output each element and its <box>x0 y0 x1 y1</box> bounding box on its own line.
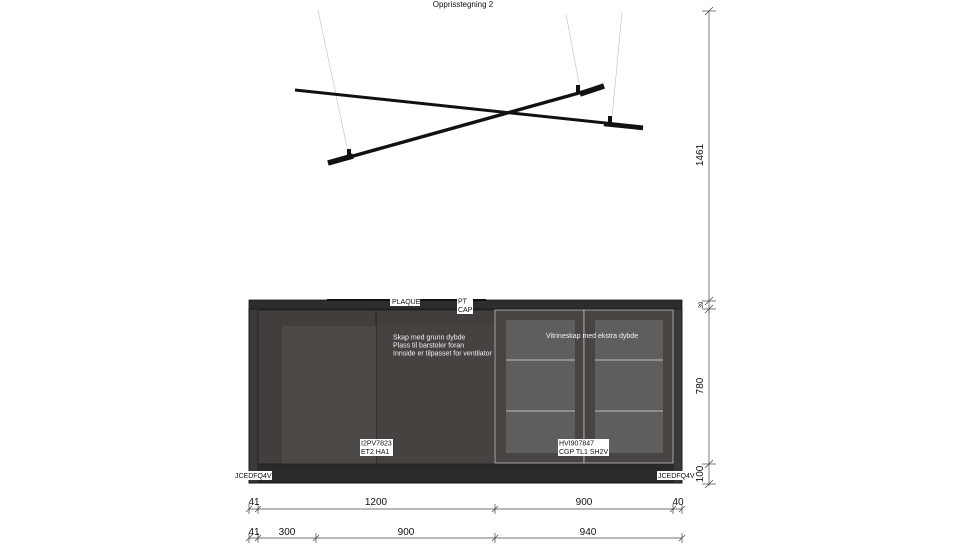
svg-text:CAP: CAP <box>458 307 473 314</box>
tag-pt-cap <box>457 297 473 314</box>
note-right-1: Vitrineskap med ekstra dybde <box>546 333 639 340</box>
plinth <box>258 464 673 483</box>
dim-vertical-mid: 780 <box>695 377 706 395</box>
dim-vertical-small: 39 <box>699 301 705 309</box>
dim-row1-2: 900 <box>575 497 593 508</box>
svg-text:JCEDFQ4V: JCEDFQ4V <box>235 473 272 480</box>
dim-vertical-bottom: 100 <box>695 465 706 483</box>
dimension-row-1 <box>246 504 685 514</box>
svg-text:CGP TL1 SH2V: CGP TL1 SH2V <box>559 449 609 456</box>
tag-right-cabinet <box>558 439 609 456</box>
drawing-title: Opprisstegning 2 <box>432 0 494 9</box>
svg-text:PLAQUE: PLAQUE <box>392 299 421 306</box>
svg-text:PT: PT <box>458 298 467 306</box>
tag-plaque <box>390 297 421 306</box>
dimension-row-2 <box>246 533 685 543</box>
svg-text:JCEDFQ4V: JCEDFQ4V <box>658 473 695 480</box>
svg-text:I2PV7823: I2PV7823 <box>361 440 392 448</box>
suspension-wires <box>318 10 622 152</box>
tag-right-leg <box>657 471 695 480</box>
tag-left-leg <box>234 471 272 480</box>
dim-row1-3: 40 <box>672 497 684 508</box>
dim-row2-2: 900 <box>397 527 415 538</box>
dim-row1-1: 1200 <box>364 497 388 508</box>
dim-row2-0: 41 <box>248 527 260 538</box>
dim-row1-0: 41 <box>248 497 260 508</box>
vertical-dimension <box>702 7 716 488</box>
note-left-1: Skap med grunn dybde <box>393 334 466 342</box>
pendant-light <box>295 85 643 163</box>
note-left-3: Innside er tilpasset for ventilator <box>393 350 492 358</box>
svg-text:ET2 HA1: ET2 HA1 <box>361 449 390 456</box>
dim-row2-1: 300 <box>278 527 296 538</box>
dim-vertical-top: 1461 <box>695 143 706 167</box>
dim-row2-3: 940 <box>579 527 597 538</box>
svg-text:HVI907847: HVI907847 <box>559 440 595 448</box>
tag-left-cabinet <box>360 439 393 456</box>
note-left-2: Plass til barstoler foran <box>393 342 465 350</box>
